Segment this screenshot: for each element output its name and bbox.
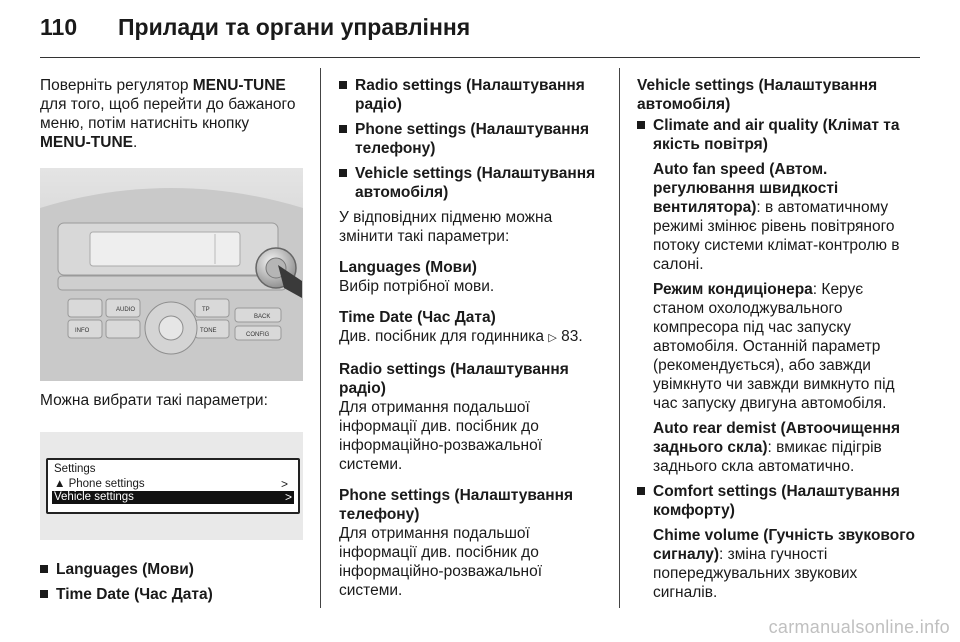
- screen-row-phone: ▲ Phone settings >: [54, 477, 288, 491]
- screen-title: Settings: [54, 463, 96, 475]
- submenu-text: У відповідних підменю можна змінити такі параметри:: [339, 209, 553, 245]
- climate-sub: [637, 160, 915, 476]
- column-2: [339, 76, 605, 600]
- chevron-right-icon: >: [284, 490, 292, 504]
- list-item: Time Date (Час Дата): [40, 585, 308, 604]
- column-3: [637, 76, 915, 602]
- phone-text: Для отримання подальшої інформації див. посібник до інформаційно-розважальної системи.: [339, 525, 543, 599]
- control-panel-photo: [40, 168, 303, 381]
- header-rule: [40, 57, 920, 58]
- timedate-heading: Time Date (Час Дата): [339, 309, 496, 326]
- choose-text: Можна вибрати такі параметри:: [40, 392, 268, 409]
- page-reference[interactable]: 83.: [561, 328, 583, 345]
- photo-label-info: INFO: [75, 328, 90, 334]
- list-item: Climate and air quality (Клімат та якість повітря): [637, 116, 915, 154]
- photo-label-tone: TONE: [200, 328, 217, 334]
- intro-paragraph: Поверніть регулятор MENU-TUNE для того, щоб перейти до бажаного меню, потім натисніть кнопку MENU-TUNE.: [40, 77, 296, 151]
- autofan-entry: Auto fan speed (Автом. регулювання швидкості вентилятора): в автоматичному режимі змінює рівень повітряного потоку системи клімат-контролю в салоні.: [653, 161, 900, 273]
- column-divider-2: [619, 68, 620, 608]
- timedate-text: Див. посібник для годинника ▷ 83.: [339, 327, 605, 348]
- column-divider-1: [320, 68, 321, 608]
- up-arrow-icon: ▲: [54, 478, 66, 490]
- watermark: carmanualsonline.info: [768, 617, 950, 637]
- settings-display: [46, 458, 300, 514]
- radio-heading: Radio settings (Налаштування радіо): [339, 361, 569, 397]
- photo-label-tp: TP: [202, 307, 210, 313]
- list-item: Phone settings (Налаштування телефону): [339, 120, 605, 158]
- comfort-sub: [637, 526, 915, 602]
- languages-heading: Languages (Мови): [339, 259, 477, 276]
- photo-label-config: CONFIG: [246, 332, 270, 338]
- reference-arrow-icon: ▷: [548, 332, 557, 344]
- list-item: Vehicle settings (Налаштування автомобіля): [339, 164, 605, 202]
- photo-label-back: BACK: [254, 314, 271, 320]
- settings-screen-image: [40, 432, 303, 540]
- languages-text: Вибір потрібної мови.: [339, 278, 495, 295]
- page-number: 110: [40, 14, 78, 40]
- list-item: Radio settings (Налаштування радіо): [339, 76, 605, 114]
- list-item: Languages (Мови): [40, 560, 308, 579]
- phone-heading: Phone settings (Налаштування телефону): [339, 487, 574, 523]
- demist-entry: Auto rear demist (Автоочищення заднього скла): вмикає підігрів заднього скла автоматично.: [653, 420, 901, 475]
- vehicle-settings-heading: Vehicle settings (Налаштування автомобіля): [637, 77, 878, 113]
- page-header: [40, 14, 470, 54]
- radio-text: Для отримання подальшої інформації див. посібник до інформаційно-розважальної системи.: [339, 399, 543, 473]
- page-title: Прилади та органи управління: [118, 14, 471, 40]
- chime-entry: Chime volume (Гучність звукового сигналу): зміна гучності попереджувальних звукових сигналів.: [653, 527, 915, 601]
- screen-row-vehicle: Vehicle settings >: [54, 490, 292, 504]
- list-item: Comfort settings (Налаштування комфорту): [637, 482, 915, 520]
- photo-label-audio: AUDIO: [116, 307, 136, 313]
- ac-entry: Режим кондиціонера: Керує станом охолоджувального компресора під час запуску автомобіля. Останній параметр (рекомендується), або завжди увімкнуто чи завжди вимкнуто під час запуску двигуна автомобіля.: [653, 281, 895, 412]
- column-1: [40, 76, 308, 610]
- chevron-right-icon: >: [280, 477, 288, 491]
